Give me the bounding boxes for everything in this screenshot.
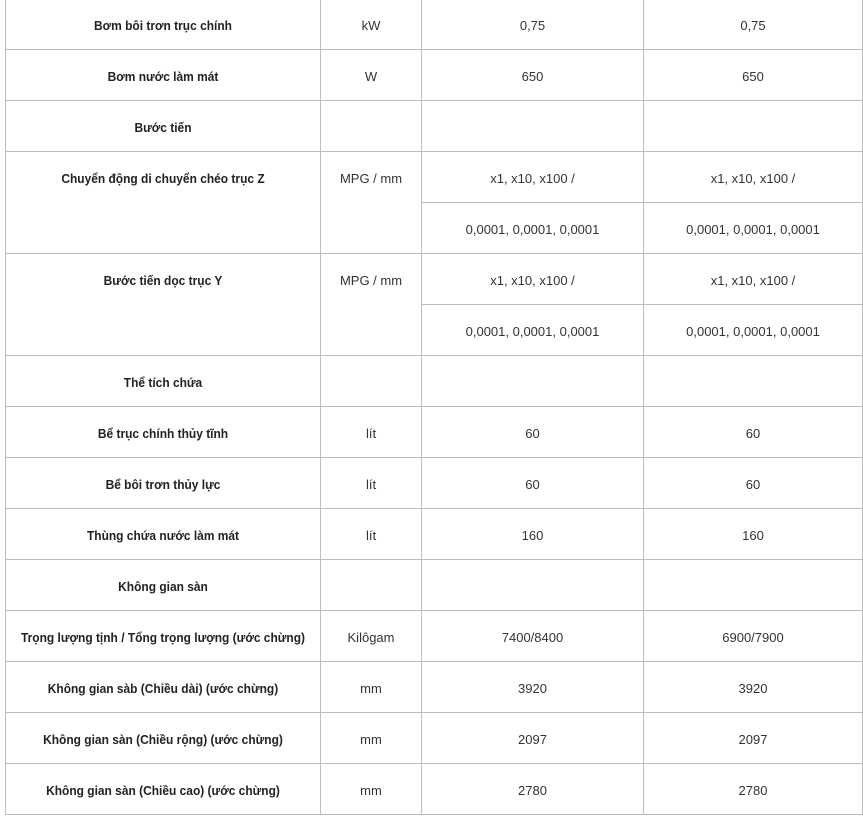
row-value-2: 160 [644, 509, 863, 560]
row-value-1 [422, 101, 644, 152]
row-value-2: 3920 [644, 662, 863, 713]
row-value-2b: 0,0001, 0,0001, 0,0001 [644, 203, 863, 254]
row-label: Bơm nước làm mát [6, 50, 321, 101]
row-value-2: 6900/7900 [644, 611, 863, 662]
row-unit: mm [321, 764, 422, 815]
row-value-2 [644, 101, 863, 152]
row-unit: W [321, 50, 422, 101]
table-row [6, 152, 863, 203]
row-label: Bể trục chính thủy tĩnh [6, 407, 321, 458]
row-label: Bơm bôi trơn trục chính [6, 0, 321, 50]
row-unit: lít [321, 458, 422, 509]
row-unit: Kilôgam [321, 611, 422, 662]
row-value-1: 0,75 [422, 0, 644, 50]
row-value-1a: x1, x10, x100 / [422, 152, 644, 203]
table-row [6, 662, 863, 713]
row-value-2 [644, 560, 863, 611]
row-unit: lít [321, 509, 422, 560]
spec-table [5, 0, 863, 815]
row-value-1: 650 [422, 50, 644, 101]
table-row [6, 611, 863, 662]
row-value-1: 2097 [422, 713, 644, 764]
table-row [6, 356, 863, 407]
row-unit [321, 560, 422, 611]
table-row [6, 0, 863, 50]
row-value-1: 60 [422, 407, 644, 458]
row-value-2 [644, 356, 863, 407]
row-value-2a: x1, x10, x100 / [644, 254, 863, 305]
row-value-1: 60 [422, 458, 644, 509]
table-row [6, 560, 863, 611]
row-unit: mm [321, 662, 422, 713]
table-row [6, 254, 863, 305]
section-label: Thể tích chứa [6, 356, 321, 407]
row-unit: MPG / mm [321, 254, 422, 356]
row-value-1b: 0,0001, 0,0001, 0,0001 [422, 305, 644, 356]
row-value-2: 0,75 [644, 0, 863, 50]
row-unit [321, 356, 422, 407]
row-label: Không gian sàn (Chiều rộng) (ước chừng) [6, 713, 321, 764]
row-label: Trọng lượng tịnh / Tổng trọng lượng (ước chừng) [6, 611, 321, 662]
row-label: Thùng chứa nước làm mát [6, 509, 321, 560]
row-label: Bước tiến dọc trục Y [6, 254, 321, 356]
row-unit: mm [321, 713, 422, 764]
row-value-1b: 0,0001, 0,0001, 0,0001 [422, 203, 644, 254]
row-label: Chuyển động di chuyển chéo trục Z [6, 152, 321, 254]
row-value-1 [422, 356, 644, 407]
row-value-1: 2780 [422, 764, 644, 815]
row-value-2: 60 [644, 458, 863, 509]
section-label: Bước tiến [6, 101, 321, 152]
row-label: Bể bôi trơn thủy lực [6, 458, 321, 509]
row-unit [321, 101, 422, 152]
row-value-2: 2780 [644, 764, 863, 815]
section-label: Không gian sàn [6, 560, 321, 611]
row-label: Không gian sàn (Chiều cao) (ước chừng) [6, 764, 321, 815]
table-row [6, 713, 863, 764]
row-unit: kW [321, 0, 422, 50]
table-row [6, 509, 863, 560]
row-value-1a: x1, x10, x100 / [422, 254, 644, 305]
table-row [6, 407, 863, 458]
table-row [6, 50, 863, 101]
row-value-1: 160 [422, 509, 644, 560]
row-value-2a: x1, x10, x100 / [644, 152, 863, 203]
row-value-2: 2097 [644, 713, 863, 764]
row-value-1: 7400/8400 [422, 611, 644, 662]
table-row [6, 764, 863, 815]
row-value-2: 650 [644, 50, 863, 101]
row-unit: MPG / mm [321, 152, 422, 254]
row-value-1 [422, 560, 644, 611]
row-value-2: 60 [644, 407, 863, 458]
row-value-1: 3920 [422, 662, 644, 713]
table-row [6, 458, 863, 509]
row-label: Không gian sàb (Chiều dài) (ước chừng) [6, 662, 321, 713]
row-unit: lít [321, 407, 422, 458]
row-value-2b: 0,0001, 0,0001, 0,0001 [644, 305, 863, 356]
table-row [6, 101, 863, 152]
